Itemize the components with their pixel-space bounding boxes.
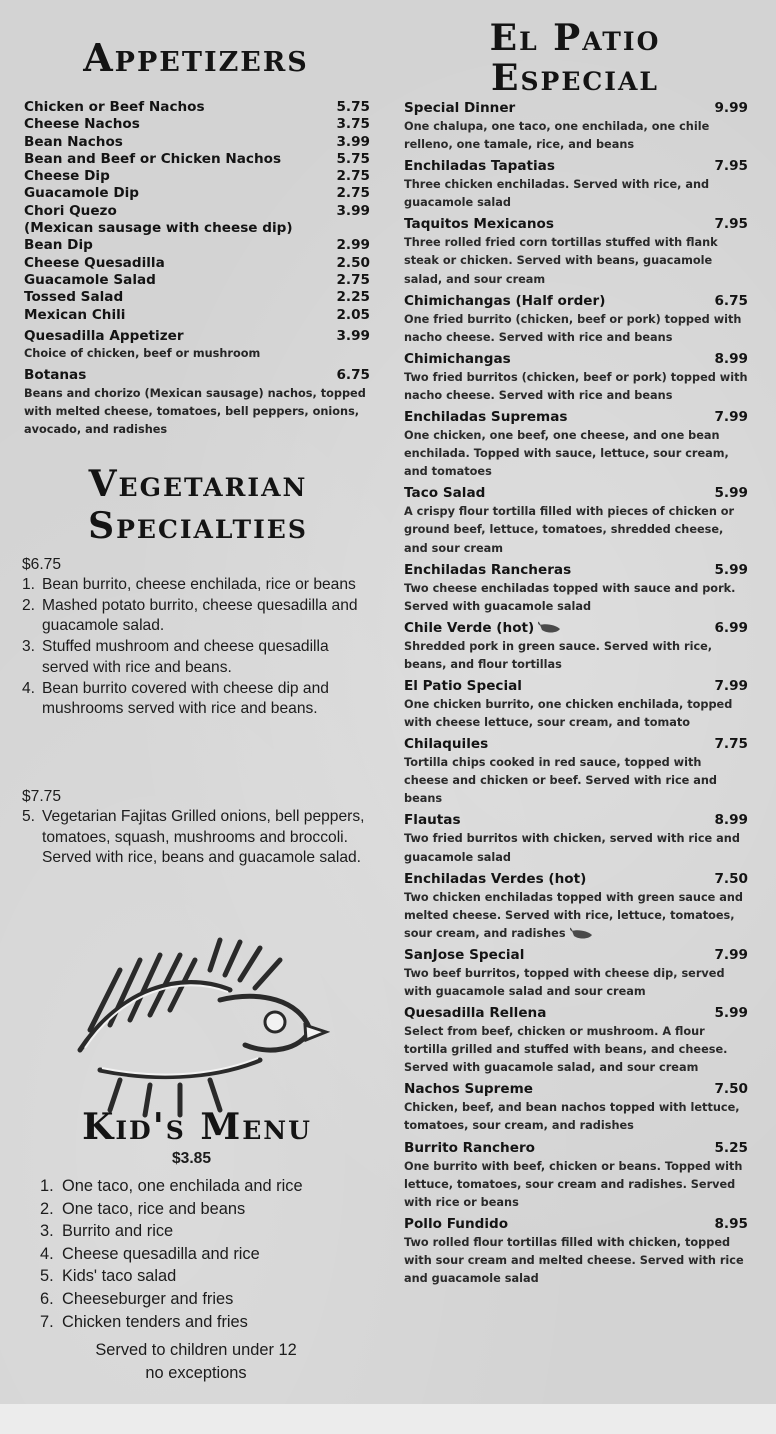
item-price: 5.75 — [336, 150, 370, 167]
list-item — [24, 307, 370, 324]
item-description-text: Two chicken enchiladas topped with green sauce and melted cheese. Served with rice, lettuce, tomatoes, sour cream, and radishes — [404, 890, 744, 940]
item-name: Chilaquiles — [404, 736, 489, 753]
item-description: Tortilla chips cooked in red sauce, topped with cheese and chicken or beef. Served with rice and beans — [404, 756, 718, 806]
item-text: Bean burrito covered with cheese dip and mushrooms served with rice and beans. — [42, 679, 329, 718]
list-item — [404, 215, 748, 288]
item-price: 2.75 — [336, 271, 370, 288]
list-item — [404, 157, 748, 212]
list-item — [40, 1198, 370, 1221]
item-name: Burrito Ranchero — [404, 1139, 535, 1156]
item-price: 7.99 — [714, 409, 748, 426]
item-name: Guacamole Salad — [24, 271, 156, 288]
item-price: 3.99 — [336, 202, 370, 219]
item-name: Cheese Dip — [24, 168, 110, 185]
vegetarian-group-1 — [22, 554, 372, 720]
item-name: Bean Nachos — [24, 133, 123, 150]
list-item — [24, 220, 370, 237]
item-price: 8.99 — [714, 350, 748, 367]
list-item — [24, 99, 370, 116]
item-number: 6. — [40, 1289, 54, 1308]
item-name: Mexican Chili — [24, 306, 126, 323]
list-item — [404, 561, 748, 616]
list-item — [404, 811, 748, 866]
list-item — [24, 203, 370, 220]
item-number: 1. — [22, 576, 36, 593]
list-item — [404, 350, 748, 405]
item-name: Flautas — [404, 812, 461, 829]
item-price: 7.50 — [714, 870, 748, 887]
item-name: Botanas — [24, 366, 87, 383]
list-item — [404, 292, 748, 347]
item-price: 6.75 — [336, 366, 370, 383]
list-item — [404, 1004, 748, 1077]
item-price: 7.50 — [714, 1081, 748, 1098]
item-description: Three rolled fried corn tortillas stuffed with flank steak or chicken. Served with beans, guacamole salad, and sour cream — [404, 236, 718, 286]
appetizers-list — [24, 99, 370, 439]
item-name: Nachos Supreme — [404, 1081, 533, 1098]
item-price: 7.99 — [714, 677, 748, 694]
list-item — [404, 484, 748, 557]
item-text: Vegetarian Fajitas Grilled onions, bell peppers, tomatoes, squash, mushrooms and broccoli. Served with rice, beans and guacamole salad. — [42, 808, 365, 867]
item-text: Stuffed mushroom and cheese quesadilla served with rice and beans. — [42, 638, 329, 676]
item-description: Shredded pork in green sauce. Served with rice, beans, and flour tortillas — [404, 639, 713, 671]
list-item — [40, 1265, 370, 1288]
item-price: 5.75 — [336, 99, 370, 115]
section-price: $7.75 — [22, 788, 62, 805]
item-price: 3.99 — [336, 133, 370, 150]
list-item — [24, 185, 370, 202]
list-item — [404, 1139, 748, 1212]
item-name: SanJose Special — [404, 946, 525, 963]
item-number: 3. — [22, 638, 36, 656]
list-item — [22, 637, 372, 678]
item-number: 2. — [40, 1199, 54, 1218]
item-price: 7.95 — [714, 158, 748, 175]
item-number: 5. — [40, 1267, 54, 1286]
item-price: 2.75 — [336, 168, 370, 185]
vegetarian-heading-line1: Vegetarian — [88, 463, 308, 505]
list-item — [24, 272, 370, 289]
el-patio-heading-line2: Especial — [491, 57, 659, 99]
item-text: Kids' taco salad — [62, 1267, 177, 1286]
specials-list — [404, 99, 748, 1291]
item-price: 5.99 — [714, 561, 748, 578]
item-name: (Mexican sausage with cheese dip) — [24, 220, 293, 237]
list-item — [40, 1243, 370, 1266]
item-name: Quesadilla Appetizer — [24, 327, 184, 344]
vegetarian-group-2 — [22, 786, 372, 869]
item-description: One fried burrito (chicken, beef or pork) topped with nacho cheese. Served with rice and beans — [404, 312, 742, 344]
item-number: 1. — [40, 1177, 54, 1195]
list-item — [24, 255, 370, 272]
list-item — [24, 116, 370, 133]
item-price: 7.95 — [714, 216, 748, 233]
page-bottom-edge — [0, 1404, 776, 1434]
kids-note-line2: no exceptions — [145, 1364, 247, 1382]
item-description: A crispy flour tortilla filled with pieces of chicken or ground beef, lettuce, tomatoes, shredded cheese, and sour cream — [404, 505, 735, 555]
item-price: 6.75 — [714, 292, 748, 309]
list-item — [24, 328, 370, 345]
item-number: 4. — [40, 1244, 54, 1263]
item-description: Three chicken enchiladas. Served with rice, and guacamole salad — [404, 178, 710, 210]
item-name: Tossed Salad — [24, 289, 124, 306]
kids-list — [40, 1175, 370, 1333]
list-item — [24, 289, 370, 306]
list-item — [24, 367, 370, 384]
item-text: Mashed potato burrito, cheese quesadilla and guacamole salad. — [42, 596, 358, 635]
item-price: 2.99 — [336, 237, 370, 254]
item-text: One taco, one enchilada and rice — [62, 1177, 303, 1195]
list-item — [22, 575, 372, 596]
item-price: 7.75 — [714, 736, 748, 753]
list-item — [24, 237, 370, 254]
item-description: Two cheese enchiladas topped with sauce and pork. Served with guacamole salad — [404, 581, 736, 613]
item-name: Enchiladas Verdes (hot) — [404, 870, 587, 887]
item-price: 8.99 — [714, 812, 748, 829]
item-description: Two rolled flour tortillas filled with chicken, topped with sour cream and melted cheese. Served with rice and guacamole salad — [404, 1235, 744, 1286]
item-price: 9.99 — [714, 100, 748, 116]
item-name: Bean Dip — [24, 237, 93, 254]
item-name: Enchiladas Supremas — [404, 409, 568, 426]
item-price: 3.75 — [336, 116, 370, 133]
list-item — [404, 408, 748, 481]
item-description: Two beef burritos, topped with cheese dip, served with guacamole salad and sour cream — [404, 966, 725, 998]
list-item — [40, 1288, 370, 1311]
list-item — [404, 735, 748, 808]
item-name: Bean and Beef or Chicken Nachos — [24, 150, 282, 167]
item-name: Pollo Fundido — [404, 1215, 509, 1232]
item-description: Chicken, beef, and bean nachos topped with lettuce, tomatoes, sour cream, and radishes — [404, 1101, 740, 1133]
item-name: Chimichangas — [404, 350, 511, 367]
kids-menu-heading: Kid's Menu — [82, 1106, 312, 1148]
item-price: 8.95 — [714, 1215, 748, 1232]
chili-pepper-icon — [538, 621, 564, 635]
item-name: Chori Quezo — [24, 202, 117, 219]
appetizers-heading: Appetizers — [83, 35, 309, 80]
item-price: 2.25 — [336, 289, 370, 306]
section-price: $6.75 — [22, 556, 62, 573]
item-name: Special Dinner — [404, 100, 516, 116]
list-item — [24, 168, 370, 185]
list-item — [404, 619, 748, 674]
list-item — [404, 1215, 748, 1288]
list-item — [404, 870, 748, 943]
list-item — [404, 677, 748, 732]
item-name: Chimichangas (Half order) — [404, 292, 606, 309]
item-number: 3. — [40, 1222, 54, 1241]
item-name: Taco Salad — [404, 485, 486, 502]
item-number: 2. — [22, 596, 36, 614]
kids-note-line1: Served to children under 12 — [95, 1341, 297, 1359]
list-item — [24, 151, 370, 168]
item-description: One chicken burrito, one chicken enchilada, topped with cheese lettuce, sour cream, and tomato — [404, 697, 733, 730]
item-description: Two fried burritos (chicken, beef or pork) topped with nacho cheese. Served with rice and beans — [404, 370, 748, 402]
item-price: 5.99 — [714, 485, 748, 502]
list-item — [404, 1080, 748, 1135]
item-price: 7.99 — [714, 946, 748, 963]
list-item — [22, 679, 372, 720]
item-price: 5.25 — [714, 1139, 748, 1156]
item-description: Choice of chicken, beef or mushroom — [24, 347, 261, 361]
item-price: 6.99 — [714, 619, 748, 636]
item-text: Bean burrito, cheese enchilada, rice or beans — [42, 576, 356, 593]
vegetarian-heading-line2: Specialties — [88, 505, 308, 547]
item-price: 3.99 — [336, 327, 370, 344]
list-item — [24, 134, 370, 151]
item-price: 2.05 — [336, 306, 370, 323]
item-description: One chalupa, one taco, one enchilada, one chile relleno, one tamale, rice, and beans — [404, 120, 710, 152]
list-item — [404, 946, 748, 1001]
item-description: Two fried burritos with chicken, served with rice and guacamole salad — [404, 832, 740, 864]
list-item — [40, 1175, 370, 1198]
item-name: El Patio Special — [404, 677, 522, 694]
item-name: Quesadilla Rellena — [404, 1005, 547, 1022]
kids-note — [40, 1339, 352, 1385]
item-price: 5.99 — [714, 1005, 748, 1022]
list-item — [22, 807, 372, 869]
item-text: Cheese quesadilla and rice — [62, 1244, 260, 1263]
item-name: Enchiladas Tapatias — [404, 158, 555, 175]
item-description: Select from beef, chicken or mushroom. A flour tortilla grilled and stuffed with beans, and cheese. Served with guacamole salad, and sour cream — [404, 1025, 728, 1075]
item-text: One taco, rice and beans — [62, 1199, 246, 1218]
item-number: 5. — [22, 808, 36, 825]
aztec-bird-illustration — [60, 930, 330, 1120]
item-name: Taquitos Mexicanos — [404, 216, 554, 233]
item-number: 7. — [40, 1312, 54, 1331]
item-text: Burrito and rice — [62, 1222, 174, 1241]
list-item — [404, 99, 748, 154]
item-description: One burrito with beef, chicken or beans. Topped with lettuce, tomatoes, sour cream and radishes. Served with rice or beans — [404, 1159, 743, 1209]
el-patio-heading-line1: El Patio — [489, 17, 661, 59]
kids-price: $3.85 — [172, 1150, 212, 1167]
item-description: Beans and chorizo (Mexican sausage) nachos, topped with melted cheese, tomatoes, bell peppers, onions, avocado, and radishes — [24, 387, 366, 436]
list-item — [40, 1220, 370, 1243]
item-price: 2.50 — [336, 254, 370, 271]
item-number: 4. — [22, 679, 36, 697]
item-price: 2.75 — [336, 185, 370, 202]
item-description: One chicken, one beef, one cheese, and one bean enchilada. Topped with sauce, lettuce, sour cream, and tomatoes — [404, 429, 729, 479]
item-text: Chicken tenders and fries — [62, 1312, 248, 1331]
chili-pepper-icon — [570, 927, 596, 941]
item-name: Chicken or Beef Nachos — [24, 99, 205, 115]
item-description — [404, 889, 748, 943]
item-name: Cheese Quesadilla — [24, 254, 165, 271]
list-item — [22, 596, 372, 637]
item-text: Cheeseburger and fries — [62, 1289, 234, 1308]
item-name: Guacamole Dip — [24, 185, 140, 202]
list-item — [40, 1311, 370, 1334]
item-name: Chile Verde (hot) — [404, 619, 535, 636]
item-name: Enchiladas Rancheras — [404, 561, 572, 578]
item-name: Cheese Nachos — [24, 116, 140, 133]
